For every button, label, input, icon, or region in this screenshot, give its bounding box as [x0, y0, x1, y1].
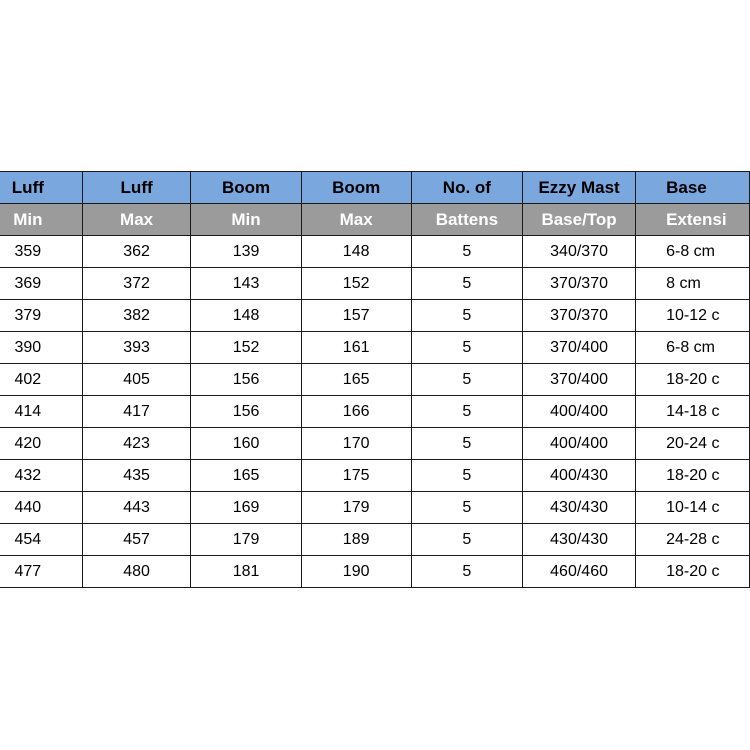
sail-sizing-table	[0, 171, 750, 588]
header-luff-min: Luff	[0, 172, 82, 204]
cell-boom-min: 152	[191, 332, 301, 364]
cell-luff-max: 435	[82, 460, 191, 492]
header-base-extension: Base	[636, 172, 750, 204]
cell-base-extension: 24-28 c	[636, 524, 750, 556]
table-row	[0, 364, 750, 396]
cell-battens: 5	[411, 396, 522, 428]
cell-boom-min: 139	[191, 236, 301, 268]
cell-luff-min: 432	[0, 460, 82, 492]
cell-ezzy-mast: 370/400	[523, 332, 636, 364]
cell-boom-max: 152	[301, 268, 411, 300]
header-luff-max: Luff	[82, 172, 191, 204]
cell-luff-max: 362	[82, 236, 191, 268]
cell-ezzy-mast: 370/400	[523, 364, 636, 396]
cell-luff-min: 440	[0, 492, 82, 524]
cell-boom-max: 157	[301, 300, 411, 332]
cell-boom-min: 179	[191, 524, 301, 556]
cell-boom-min: 148	[191, 300, 301, 332]
cell-battens: 5	[411, 556, 522, 588]
cell-base-extension: 18-20 c	[636, 556, 750, 588]
cell-base-extension: 20-24 c	[636, 428, 750, 460]
table-row	[0, 460, 750, 492]
table-row	[0, 332, 750, 364]
cell-luff-max: 382	[82, 300, 191, 332]
table-row	[0, 396, 750, 428]
cell-ezzy-mast: 400/400	[523, 396, 636, 428]
cell-battens: 5	[411, 332, 522, 364]
cell-ezzy-mast: 400/430	[523, 460, 636, 492]
cell-boom-max: 170	[301, 428, 411, 460]
cell-ezzy-mast: 370/370	[523, 300, 636, 332]
subheader-boom-max: Max	[301, 204, 411, 236]
cell-battens: 5	[411, 428, 522, 460]
cell-boom-max: 165	[301, 364, 411, 396]
cell-ezzy-mast: 370/370	[523, 268, 636, 300]
header-boom-min: Boom	[191, 172, 301, 204]
cell-luff-min: 379	[0, 300, 82, 332]
cell-ezzy-mast: 430/430	[523, 524, 636, 556]
table-row	[0, 236, 750, 268]
cell-ezzy-mast: 400/400	[523, 428, 636, 460]
subheader-luff-max: Max	[82, 204, 191, 236]
header-battens: No. of	[411, 172, 522, 204]
cell-boom-max: 148	[301, 236, 411, 268]
cell-luff-min: 359	[0, 236, 82, 268]
cell-luff-min: 402	[0, 364, 82, 396]
cell-boom-min: 181	[191, 556, 301, 588]
cell-base-extension: 6-8 cm	[636, 236, 750, 268]
cell-battens: 5	[411, 300, 522, 332]
cell-battens: 5	[411, 268, 522, 300]
table-body	[0, 236, 750, 588]
table-row	[0, 428, 750, 460]
cell-base-extension: 6-8 cm	[636, 332, 750, 364]
header-row-secondary	[0, 204, 750, 236]
cell-luff-min: 420	[0, 428, 82, 460]
cell-boom-min: 156	[191, 396, 301, 428]
cell-boom-max: 190	[301, 556, 411, 588]
cell-base-extension: 14-18 c	[636, 396, 750, 428]
cell-ezzy-mast: 340/370	[523, 236, 636, 268]
cell-luff-min: 390	[0, 332, 82, 364]
subheader-boom-min: Min	[191, 204, 301, 236]
header-ezzy-mast: Ezzy Mast	[523, 172, 636, 204]
header-boom-max: Boom	[301, 172, 411, 204]
table-row	[0, 268, 750, 300]
table-header	[0, 172, 750, 236]
cell-luff-min: 369	[0, 268, 82, 300]
subheader-base-extension: Extensi	[636, 204, 750, 236]
cell-base-extension: 10-14 c	[636, 492, 750, 524]
cell-battens: 5	[411, 492, 522, 524]
cell-base-extension: 8 cm	[636, 268, 750, 300]
cell-luff-max: 443	[82, 492, 191, 524]
table-row	[0, 524, 750, 556]
cell-ezzy-mast: 460/460	[523, 556, 636, 588]
cell-luff-max: 480	[82, 556, 191, 588]
cell-boom-min: 156	[191, 364, 301, 396]
cell-luff-max: 405	[82, 364, 191, 396]
cell-base-extension: 10-12 c	[636, 300, 750, 332]
cell-battens: 5	[411, 364, 522, 396]
cell-base-extension: 18-20 c	[636, 460, 750, 492]
cell-luff-min: 477	[0, 556, 82, 588]
header-row-primary	[0, 172, 750, 204]
cell-luff-max: 372	[82, 268, 191, 300]
cell-boom-max: 175	[301, 460, 411, 492]
sizing-table-container	[0, 171, 750, 588]
subheader-battens: Battens	[411, 204, 522, 236]
cell-boom-max: 179	[301, 492, 411, 524]
cell-luff-max: 393	[82, 332, 191, 364]
cell-boom-min: 165	[191, 460, 301, 492]
cell-luff-max: 417	[82, 396, 191, 428]
cell-base-extension: 18-20 c	[636, 364, 750, 396]
cell-luff-max: 423	[82, 428, 191, 460]
cell-luff-min: 454	[0, 524, 82, 556]
cell-boom-min: 160	[191, 428, 301, 460]
cell-boom-max: 161	[301, 332, 411, 364]
cell-boom-max: 166	[301, 396, 411, 428]
subheader-ezzy-mast: Base/Top	[523, 204, 636, 236]
cell-battens: 5	[411, 524, 522, 556]
table-row	[0, 492, 750, 524]
cell-luff-max: 457	[82, 524, 191, 556]
cell-battens: 5	[411, 460, 522, 492]
cell-ezzy-mast: 430/430	[523, 492, 636, 524]
subheader-luff-min: Min	[0, 204, 82, 236]
table-row	[0, 556, 750, 588]
cell-boom-min: 169	[191, 492, 301, 524]
table-row	[0, 300, 750, 332]
cell-boom-max: 189	[301, 524, 411, 556]
cell-boom-min: 143	[191, 268, 301, 300]
cell-luff-min: 414	[0, 396, 82, 428]
cell-battens: 5	[411, 236, 522, 268]
